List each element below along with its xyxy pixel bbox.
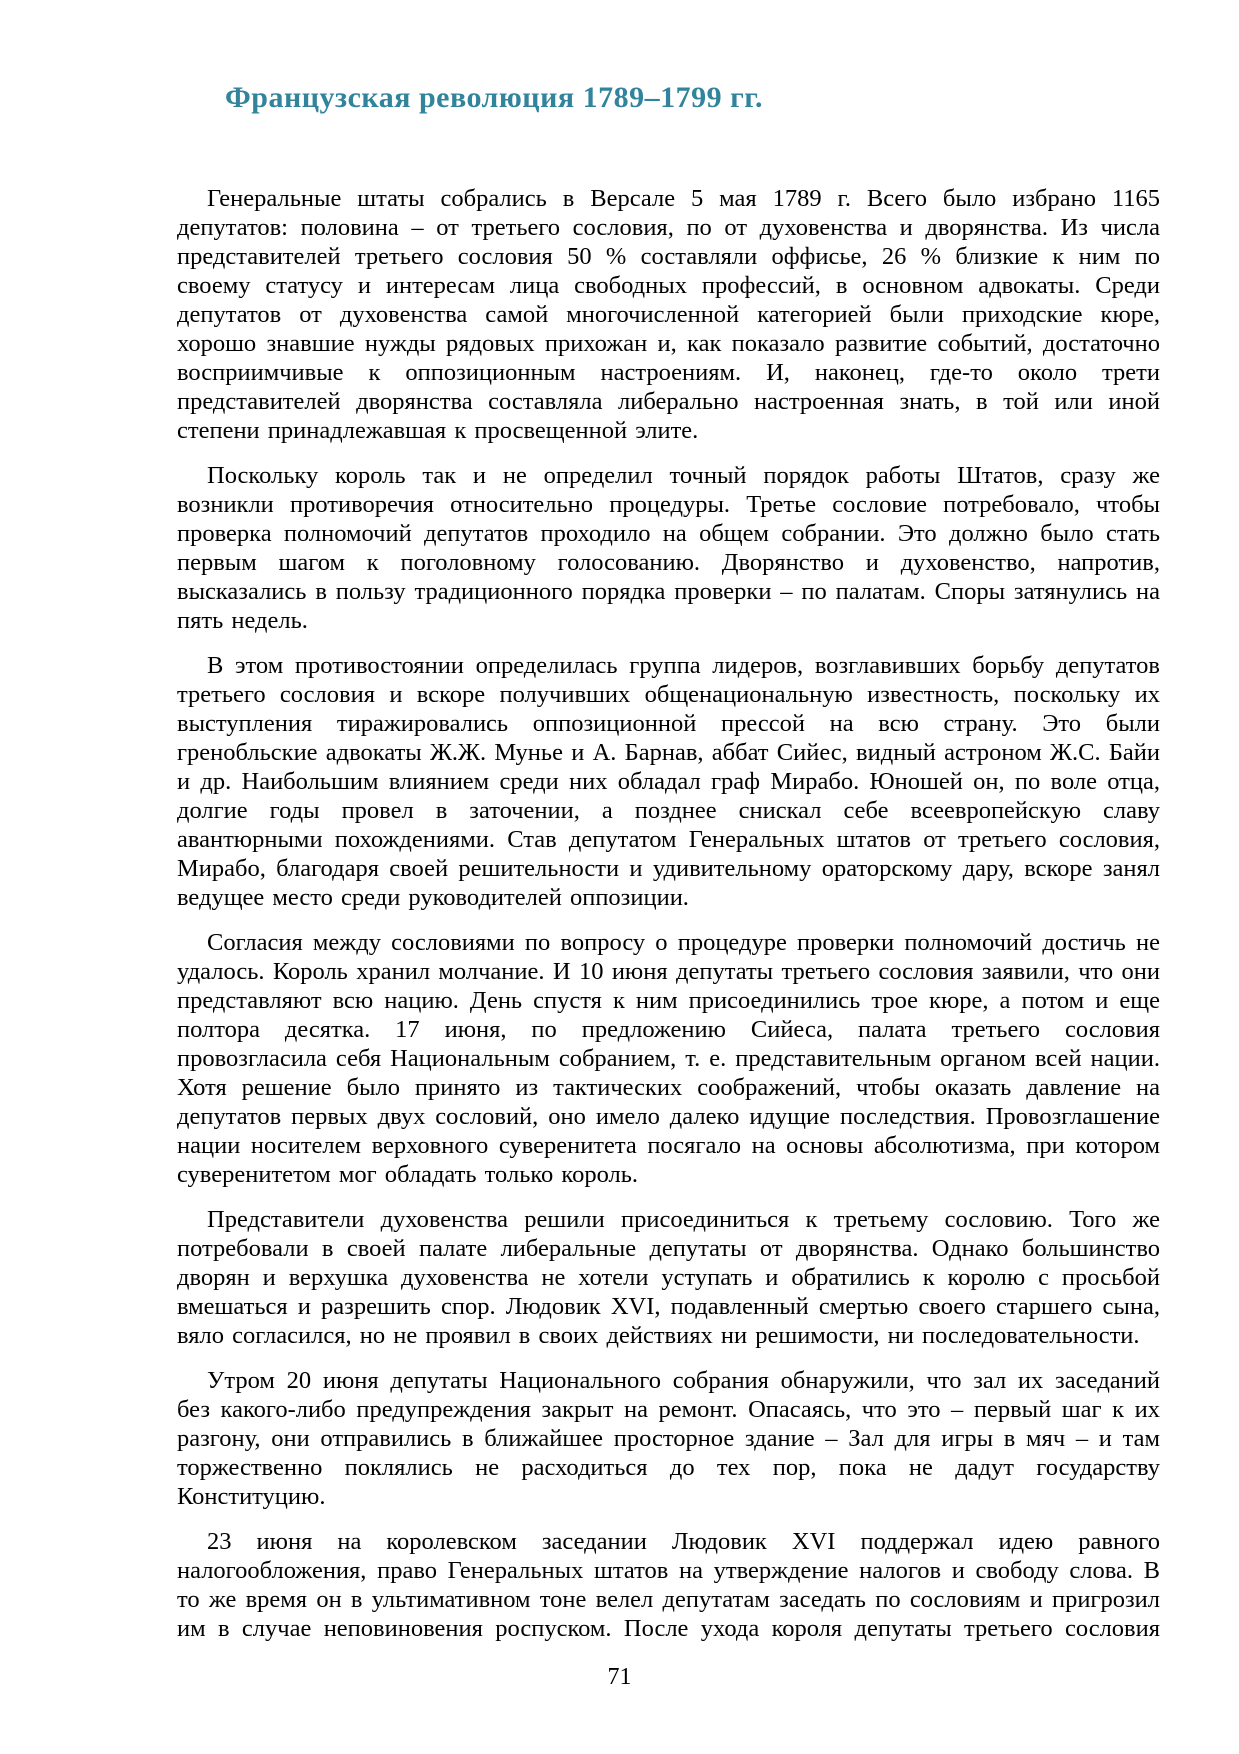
page-number: 71: [607, 1664, 632, 1690]
paragraph: 23 июня на королевском заседании Людовик XVI поддержал идею равного налогообложения, право Генеральных штатов на утверждение налогов и свободу слова. В то же время он в ультимативном тоне велел депутатам заседать по сословиям и пригрозил им в случае неповиновения роспуском. После ухода короля депутаты третьего сословия: [177, 1528, 1160, 1642]
paragraph: Генеральные штаты собрались в Версале 5 мая 1789 г. Всего было избрано 1165 депутатов: половина – от третьего сословия, по от духовенства и дворянства. Из числа представителей третьего сословия 50 % составляли оффисье, 26 % близкие к ним по своему статусу и интересам лица свободных профессий, в основном адвокаты. Среди депутатов от духовенства самой многочисленной категорией были приходские кюре, хорошо знавшие нужды рядовых прихожан и, как показало развитие событий, достаточно восприимчивые к оппозиционным настроениям. И, наконец, где-то около трети представителей дворянства составляла либерально настроенная знать, в той или иной степени принадлежавшая к просвещенной элите.: [177, 185, 1160, 444]
page-title: Французская революция 1789–1799 гг.: [225, 81, 763, 114]
paragraph: В этом противостоянии определилась группа лидеров, возглавивших борьбу депутатов третьего сословия и вскоре получивших общенациональную известность, поскольку их выступления тиражировались оппозиционной прессой на всю страну. Это были гренобльские адвокаты Ж.Ж. Мунье и А. Барнав, аббат Сийес, видный астроном Ж.С. Байи и др. Наибольшим влиянием среди них обладал граф Мирабо. Юношей он, по воле отца, долгие годы провел в заточении, а позднее снискал себе всеевропейскую славу авантюрными похождениями. Став депутатом Генеральных штатов от третьего сословия, Мирабо, благодаря своей решительности и удивительному ораторскому дару, вскоре занял ведущее место среди руководителей оппозиции.: [177, 652, 1160, 911]
paragraph: Утром 20 июня депутаты Национального собрания обнаружили, что зал их заседаний без какого-либо предупреждения закрыт на ремонт. Опасаясь, что это – первый шаг к их разгону, они отправились в ближайшее просторное здание – Зал для игры в мяч – и там торжественно поклялись не расходиться до тех пор, пока не дадут государству Конституцию.: [177, 1367, 1160, 1510]
document-body: [0, 184, 1239, 1643]
paragraph: Согласия между сословиями по вопросу о процедуре проверки полномочий достичь не удалось. Король хранил молчание. И 10 июня депутаты третьего сословия заявили, что они представляют всю нацию. День спустя к ним присоединились трое кюре, а потом и еще полтора десятка. 17 июня, по предложению Сийеса, палата третьего сословия провозгласила себя Национальным собранием, т. е. представительным органом всей нации. Хотя решение было принято из тактических соображений, чтобы оказать давление на депутатов первых двух сословий, оно имело далеко идущие последствия. Провозглашение нации носителем верховного суверенитета посягало на основы абсолютизма, при котором суверенитетом мог обладать только король.: [177, 929, 1160, 1188]
paragraph: Представители духовенства решили присоединиться к третьему сословию. Того же потребовали в своей палате либеральные депутаты от дворянства. Однако большинство дворян и верхушка духовенства не хотели уступать и обратились к королю с просьбой вмешаться и разрешить спор. Людовик XVI, подавленный смертью своего старшего сына, вяло согласился, но не проявил в своих действиях ни решимости, ни последовательности.: [177, 1206, 1160, 1349]
paragraph: Поскольку король так и не определил точный порядок работы Штатов, сразу же возникли противоречия относительно процедуры. Третье сословие потребовало, чтобы проверка полномочий депутатов проходило на общем собрании. Это должно было стать первым шагом к поголовному голосованию. Дворянство и духовенство, напротив, высказались в пользу традиционного порядка проверки – по палатам. Споры затянулись на пять недель.: [177, 462, 1160, 634]
